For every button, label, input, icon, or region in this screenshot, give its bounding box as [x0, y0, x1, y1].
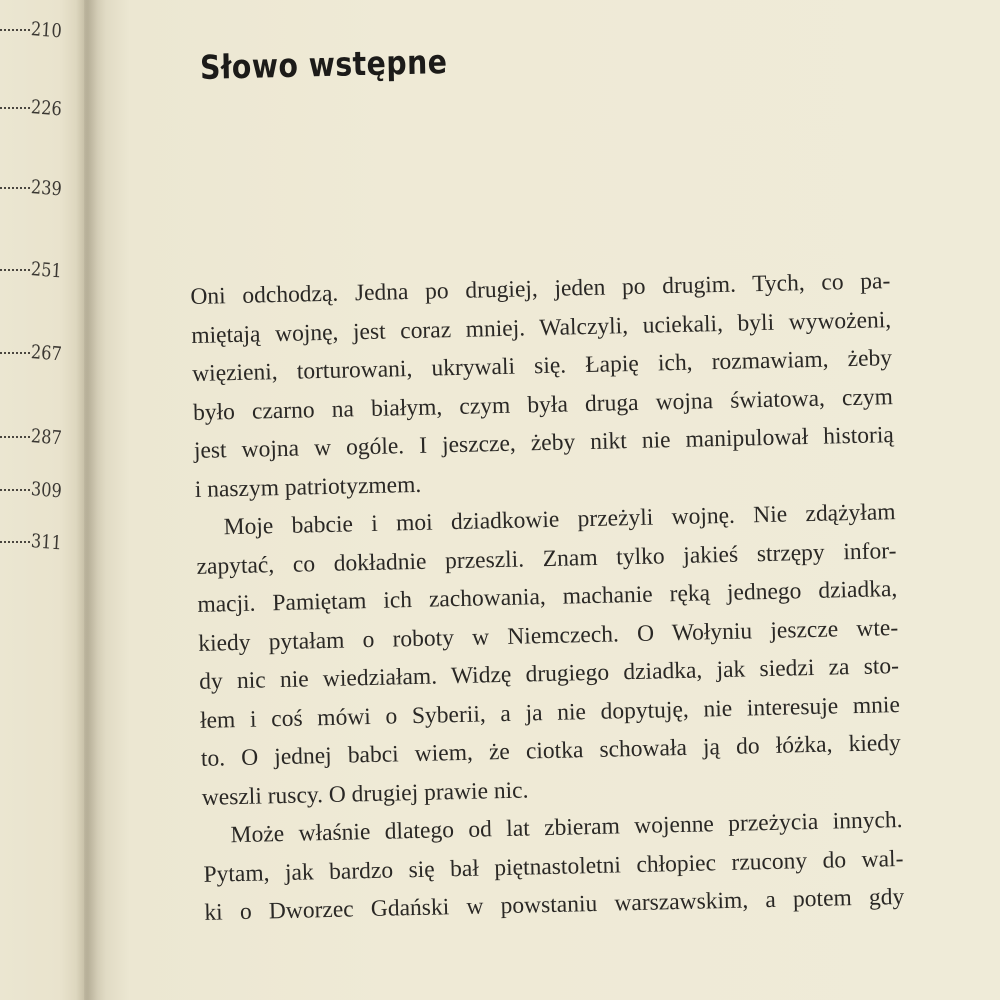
toc-entry: [0, 258, 70, 288]
toc-leader-dots: [0, 352, 30, 354]
left-page-toc: [0, 0, 84, 1000]
toc-entry: [0, 18, 70, 48]
toc-page-number: 311: [30, 530, 63, 555]
text-line: i naszym patriotyzmem.: [194, 471, 422, 503]
text-line: ki o Dworzec Gdański w powstaniu warszawskim, a potem gdy: [204, 883, 905, 926]
toc-entry: [0, 176, 70, 206]
toc-leader-dots: [0, 187, 30, 189]
toc-page-number: 239: [30, 176, 63, 201]
toc-page-number: 267: [30, 341, 63, 366]
toc-entry: [0, 425, 70, 455]
toc-entry: [0, 478, 70, 508]
toc-entry: [0, 96, 70, 126]
toc-page-number: 210: [30, 18, 63, 43]
toc-entry: [0, 530, 70, 560]
body-text: [190, 262, 905, 932]
text-line: kiedy pytałam o roboty w Niemczech. O Wołyniu jeszcze wte-: [197, 614, 899, 657]
text-line: miętają wojnę, jest coraz mniej. Walczyli, uciekali, byli wywożeni,: [191, 306, 892, 349]
toc-page-number: 226: [30, 96, 63, 121]
right-page: [100, 0, 1000, 1000]
paragraph: [190, 262, 895, 509]
chapter-title: Słowo wstępne: [199, 41, 448, 87]
text-line: jest wojna w ogóle. I jeszcze, żeby nikt nie manipulował historią: [193, 422, 895, 464]
toc-leader-dots: [0, 541, 30, 543]
text-line: to. O jednej babci wiem, że ciotka schowała ją do łóżka, kiedy: [200, 729, 902, 772]
text-line: macji. Pamiętam ich zachowania, machanie ręką jednego dziadka,: [197, 576, 898, 618]
toc-entry: [0, 341, 70, 371]
paragraph: [202, 801, 904, 932]
toc-leader-dots: [0, 269, 30, 271]
text-line: łem i coś mówi o Syberii, a ja nie dopytuję, nie interesuje mnie: [199, 691, 901, 734]
text-line: zapytać, co dokładnie przeszli. Znam tylko jakieś strzępy infor-: [196, 537, 897, 580]
text-line: Oni odchodzą. Jedna po drugiej, jeden po drugim. Tych, co pa-: [190, 268, 891, 310]
text-line: więzieni, torturowani, ukrywali się. Łapię ich, rozmawiam, żeby: [191, 345, 893, 387]
text-line: dy nic nie wiedziałam. Widzę drugiego dziadka, jak siedzi za sto-: [198, 653, 900, 695]
paragraph: [195, 493, 902, 817]
toc-page-number: 251: [30, 258, 63, 283]
toc-leader-dots: [0, 107, 30, 109]
toc-leader-dots: [0, 436, 30, 438]
text-line: Może właśnie dlatego od lat zbieram wojenne przeżycia innych.: [230, 806, 903, 849]
toc-page-number: 287: [30, 425, 63, 450]
text-line: Moje babcie i moi dziadkowie przeżyli wojnę. Nie zdążyłam: [223, 499, 896, 541]
text-line: Pytam, jak bardzo się bał piętnastoletni chłopiec rzucony do wal-: [203, 845, 904, 888]
toc-page-number: 309: [30, 478, 63, 503]
toc-leader-dots: [0, 29, 30, 31]
text-line: weszli ruscy. O drugiej prawie nic.: [201, 776, 529, 811]
text-line: było czarno na białym, czym była druga wojna światowa, czym: [192, 383, 894, 426]
toc-leader-dots: [0, 489, 30, 491]
